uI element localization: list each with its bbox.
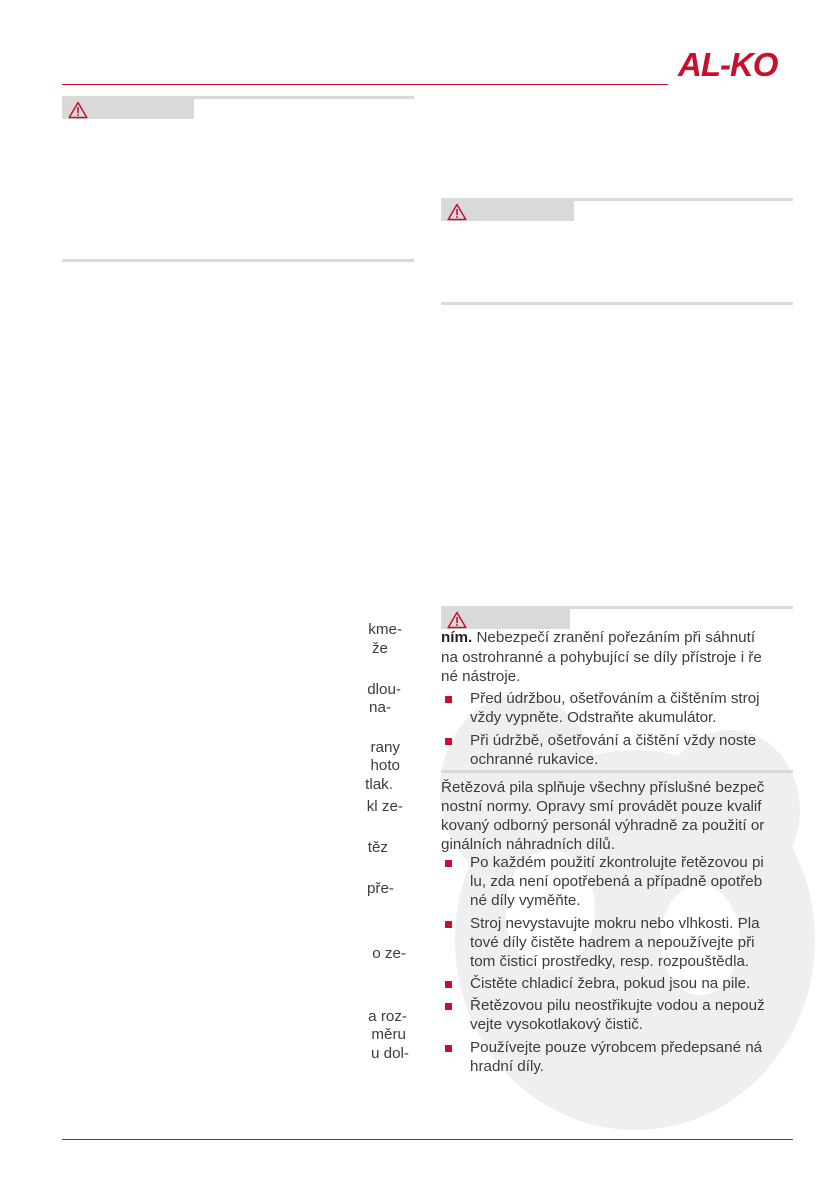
- left-fragment: že: [371, 640, 388, 657]
- warning-triangle-icon: [447, 611, 467, 629]
- list-item-line: Po každém použití zkontrolujte řetězovou pi: [470, 854, 764, 871]
- body-text-line: ginálních náhradních dílů.: [441, 836, 615, 853]
- left-fragment: tlak.: [365, 776, 393, 793]
- list-item-line: Při údržbě, ošetřování a čištění vždy noste: [470, 732, 757, 749]
- left-fragment: a roz-: [368, 1008, 407, 1025]
- warning-text-line: na ostrohranné a pohybující se díly přístroje i ře: [441, 649, 762, 666]
- list-item-line: Stroj nevystavujte mokru nebo vlhkosti. Pla: [470, 915, 760, 932]
- bullet-square-icon: [445, 696, 452, 703]
- list-item-line: Čistěte chladicí žebra, pokud jsou na pile.: [470, 975, 751, 992]
- list-item-line: Řetězovou pilu neostřikujte vodou a nepouž: [470, 997, 765, 1014]
- bullet-square-icon: [445, 738, 452, 745]
- footer-rule: [62, 1139, 793, 1140]
- left-fragment: pře-: [366, 880, 394, 897]
- left-fragment: kme-: [368, 621, 402, 638]
- header-rule: [62, 84, 668, 85]
- body-text-line: Řetězová pila splňuje všechny příslušné bezpeč: [441, 779, 765, 796]
- warning-text-line: né nástroje.: [441, 668, 521, 685]
- left-fragment: o ze-: [372, 945, 406, 962]
- warning-box-bottom-rule: [441, 770, 793, 773]
- warning-box-bottom-rule: [441, 302, 793, 305]
- list-item-line: Před údržbou, ošetřováním a čištěním stroj: [470, 690, 760, 707]
- bullet-square-icon: [445, 981, 452, 988]
- left-fragment: měru: [371, 1026, 406, 1043]
- left-fragment: rany: [370, 739, 400, 756]
- warning-triangle-icon: [447, 203, 467, 221]
- alko-logo: AL-KO: [678, 46, 778, 83]
- left-fragment: na-: [369, 699, 391, 716]
- list-item-line: vejte vysokotlakový čistič.: [470, 1016, 644, 1033]
- warning-triangle-icon: [68, 101, 88, 119]
- warning-text-line: [441, 628, 755, 648]
- list-item-line: né díly vyměňte.: [470, 892, 581, 909]
- body-text-line: kovaný odborný personál výhradně za použití or: [441, 817, 765, 834]
- body-text-line: nostní normy. Opravy smí provádět pouze kvalif: [441, 798, 762, 815]
- warning-box-bottom-rule: [62, 259, 414, 262]
- list-item-line: tom čisticí prostředky, resp. rozpouštědla.: [470, 953, 750, 970]
- left-fragment: kl ze-: [366, 798, 403, 815]
- warning-text: Nebezpečí zranění pořezáním při sáhnutí: [476, 629, 756, 646]
- list-item-line: Používejte pouze výrobcem předepsané ná: [470, 1039, 763, 1056]
- left-fragment: dlou-: [367, 681, 401, 698]
- list-item-line: tové díly čistěte hadrem a nepoužívejte při: [470, 934, 755, 951]
- warning-lead: ním.: [441, 629, 473, 646]
- list-item-line: hradní díly.: [470, 1058, 545, 1075]
- bullet-square-icon: [445, 860, 452, 867]
- bullet-square-icon: [445, 1045, 452, 1052]
- list-item-line: ochranné rukavice.: [470, 751, 599, 768]
- left-fragment: u dol-: [371, 1045, 409, 1062]
- bullet-square-icon: [445, 921, 452, 928]
- left-fragment: hoto: [370, 757, 400, 774]
- list-item-line: vždy vypněte. Odstraňte akumulátor.: [470, 709, 717, 726]
- left-fragment: těz: [367, 839, 388, 856]
- list-item-line: lu, zda není opotřebená a případně opotřeb: [470, 873, 763, 890]
- bullet-square-icon: [445, 1003, 452, 1010]
